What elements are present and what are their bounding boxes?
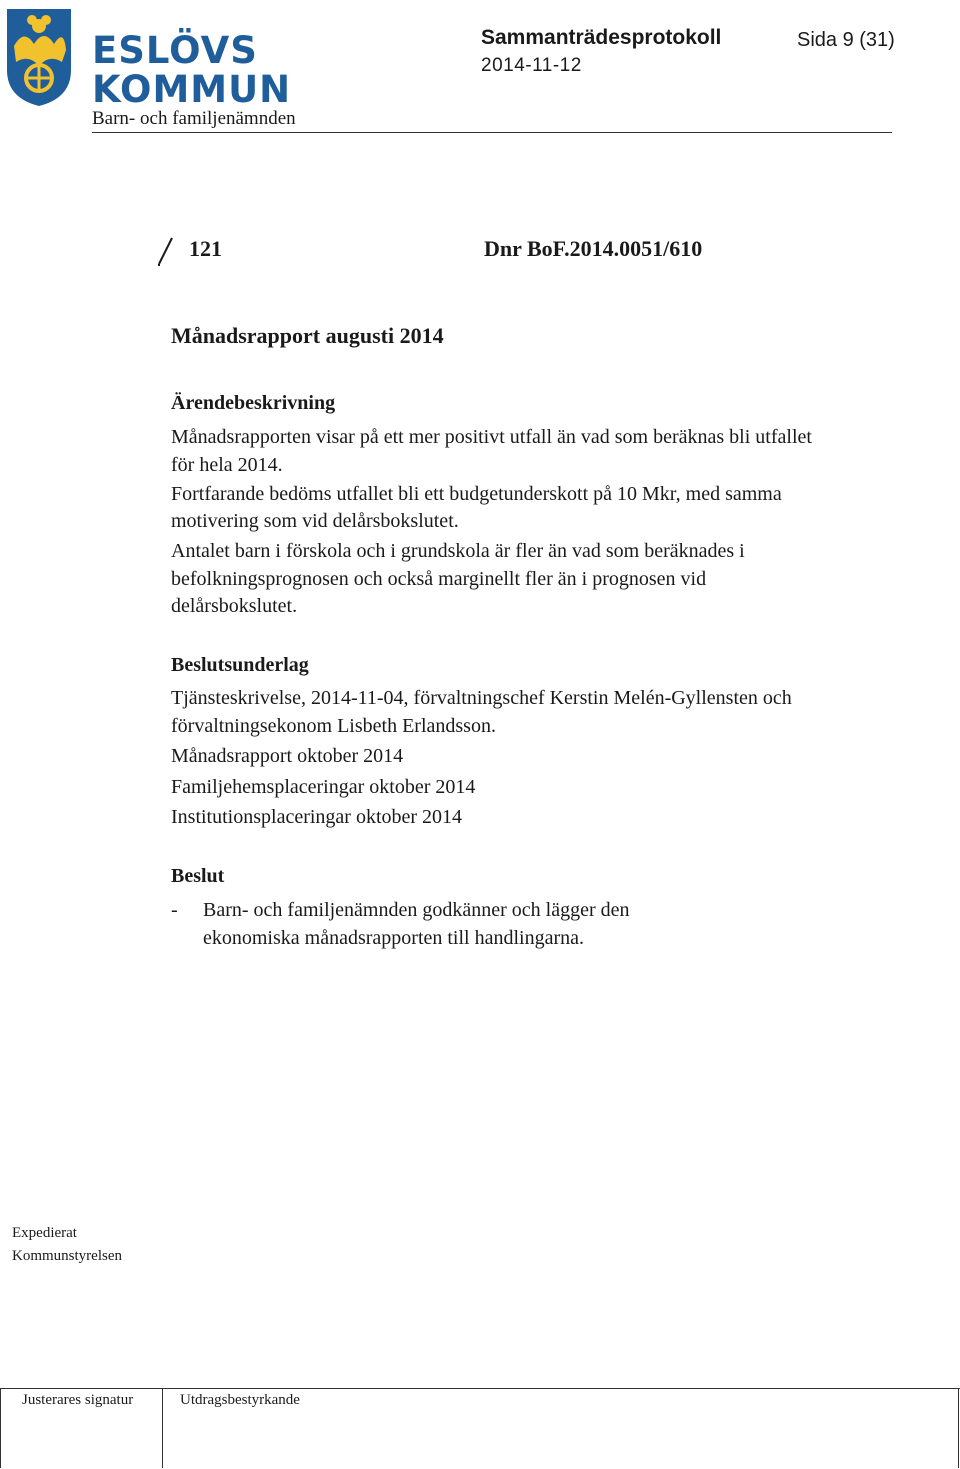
- text-line: Tjänsteskrivelse, 2014-11-04, förvaltningschef Kerstin Melén-Gyllensten och: [171, 687, 792, 709]
- header-divider: [92, 132, 892, 133]
- section-heading-beslutsunderlag: Beslutsunderlag: [171, 654, 309, 676]
- list-bullet: -: [171, 899, 178, 921]
- paragraph-number: 121: [189, 236, 222, 261]
- text-line: för hela 2014.: [171, 454, 283, 476]
- footer-justerares-signatur: Justerares signatur: [22, 1392, 134, 1408]
- text-line: Antalet barn i förskola och i grundskola är fler än vad som beräknades i: [171, 540, 745, 562]
- meeting-date: 2014-11-12: [481, 55, 582, 76]
- document-type: Sammanträdesprotokoll: [481, 26, 722, 49]
- footer-border: [162, 1388, 163, 1468]
- paragraph-mark-icon: [158, 236, 174, 266]
- text-line: förvaltningsekonom Lisbeth Erlandsson.: [171, 715, 496, 737]
- footer-utdragsbestyrkande: Utdragsbestyrkande: [180, 1392, 300, 1408]
- text-line: Institutionsplaceringar oktober 2014: [171, 806, 463, 828]
- page-number: Sida 9 (31): [797, 29, 895, 51]
- board-name: Barn- och familjenämnden: [92, 108, 296, 129]
- text-line: Månadsrapport oktober 2014: [171, 745, 404, 767]
- text-line: motivering som vid delårsbokslutet.: [171, 510, 459, 532]
- text-line: ekonomiska månadsrapporten till handlingarna.: [203, 927, 585, 949]
- expedierat-label: Expedierat: [12, 1225, 77, 1241]
- text-line: Barn- och familjenämnden godkänner och lägger den: [203, 899, 630, 921]
- logo-text-line2: KOMMUN: [92, 68, 292, 111]
- expedierat-recipient: Kommunstyrelsen: [12, 1248, 122, 1264]
- section-heading-arendebeskrivning: Ärendebeskrivning: [171, 392, 336, 414]
- text-line: Fortfarande bedöms utfallet bli ett budgetunderskott på 10 Mkr, med samma: [171, 483, 782, 505]
- text-line: befolkningsprognosen och också marginellt fler än i prognosen vid: [171, 568, 707, 590]
- text-line: Månadsrapporten visar på ett mer positivt utfall än vad som beräknas bli utfallet: [171, 426, 812, 448]
- municipality-crest-logo: [4, 6, 74, 108]
- text-line: delårsbokslutet.: [171, 595, 298, 617]
- footer-border: [958, 1388, 959, 1468]
- page-title: Månadsrapport augusti 2014: [171, 323, 444, 348]
- section-heading-beslut: Beslut: [171, 865, 225, 887]
- text-line: Familjehemsplaceringar oktober 2014: [171, 776, 476, 798]
- footer-border: [0, 1388, 1, 1468]
- logo-text-line1: ESLÖVS: [92, 29, 258, 72]
- case-number: Dnr BoF.2014.0051/610: [484, 236, 703, 261]
- footer-divider: [0, 1388, 960, 1389]
